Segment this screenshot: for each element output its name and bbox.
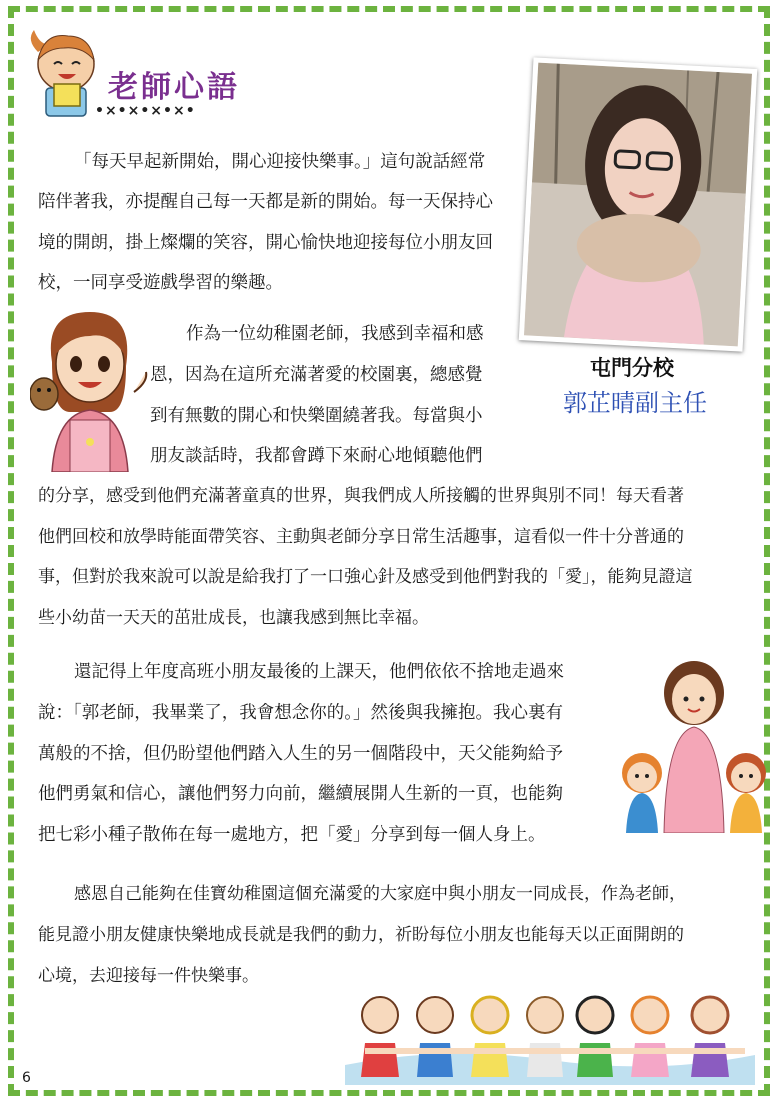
text-line: 能見證小朋友健康快樂地成長就是我們的動力，祈盼每位小朋友也能每天以正面開朗的 xyxy=(38,925,684,945)
teacher-children-icon xyxy=(614,655,774,833)
text-line: 「每天早起新開始，開心迎接快樂事。」這句說話經常 xyxy=(74,152,486,172)
text-line: 校，一同享受遊戲學習的樂趣。 xyxy=(38,273,283,293)
page-title: 老師心語 xyxy=(108,70,240,105)
text-line: 恩，因為在這所充滿著愛的校園裏，總感覺 xyxy=(150,365,483,385)
girl-reading-icon xyxy=(24,22,106,118)
teacher-puppet-icon xyxy=(30,302,150,472)
text-line: 陪伴著我，亦提醒自己每一天都是新的開始。每一天保持心 xyxy=(38,192,493,212)
paragraph-3 xyxy=(38,693,563,855)
person-photo-icon xyxy=(524,63,752,347)
paragraph-4 xyxy=(38,915,684,996)
text-line: 境的開朗，掛上燦爛的笑容，開心愉快地迎接每位小朋友回 xyxy=(38,232,493,253)
title-decoration: •×•×•×•×• xyxy=(95,103,196,119)
text-line: 把七彩小種子散佈在每一處地方，把「愛」分享到每一個人身上。 xyxy=(38,824,546,845)
author-name: 郭芷晴副主任 xyxy=(563,389,707,417)
teacher-photo xyxy=(519,57,758,351)
text-line: 說：「郭老師，我畢業了，我會想念你的。」然後與我擁抱。我心裏有 xyxy=(38,703,563,723)
paragraph-3-first xyxy=(74,652,564,693)
text-line: 還記得上年度高班小朋友最後的上課天，他們依依不捨地走過來 xyxy=(74,662,564,682)
text-line: 作為一位幼稚園老師，我感到幸福和感 xyxy=(186,324,484,344)
text-line: 到有無數的開心和快樂圍繞著我。每當與小 xyxy=(150,405,483,426)
paragraph-1 xyxy=(74,142,485,183)
text-line: 他們回校和放學時能面帶笑容、主動與老師分享日常生活趣事，這看似一件十分普通的 xyxy=(38,526,684,547)
text-line: 朋友談話時，我都會蹲下來耐心地傾聽他們 xyxy=(150,446,483,466)
text-line: 他們勇氣和信心，讓他們努力向前，繼續展開人生新的一頁，也能夠 xyxy=(38,784,563,804)
text-line: 些小幼苗一天天的茁壯成長，也讓我感到無比幸福。 xyxy=(38,607,429,628)
author-branch: 屯門分校 xyxy=(590,356,674,380)
children-row-icon xyxy=(345,985,755,1085)
text-line: 事，但對於我來說可以說是給我打了一口強心針及感受到他們對我的「愛」，能夠見證這 xyxy=(38,567,693,587)
text-line: 萬般的不捨，但仍盼望他們踏入人生的另一個階段中，天父能夠給予 xyxy=(38,743,563,764)
paragraph-2-full xyxy=(38,476,693,638)
page-number: 6 xyxy=(22,1070,31,1086)
paragraph-4-first xyxy=(74,874,686,915)
paragraph-1-cont xyxy=(38,182,493,304)
text-line: 心境，去迎接每一件快樂事。 xyxy=(38,965,259,986)
paragraph-2-side xyxy=(150,355,483,477)
text-line: 的分享，感受到他們充滿著童真的世界，與我們成人所接觸的世界與別不同！每天看著 xyxy=(38,486,684,506)
text-line: 感恩自己能夠在佳寶幼稚園這個充滿愛的大家庭中與小朋友一同成長，作為老師， xyxy=(74,884,686,904)
paragraph-2-first xyxy=(186,314,484,355)
